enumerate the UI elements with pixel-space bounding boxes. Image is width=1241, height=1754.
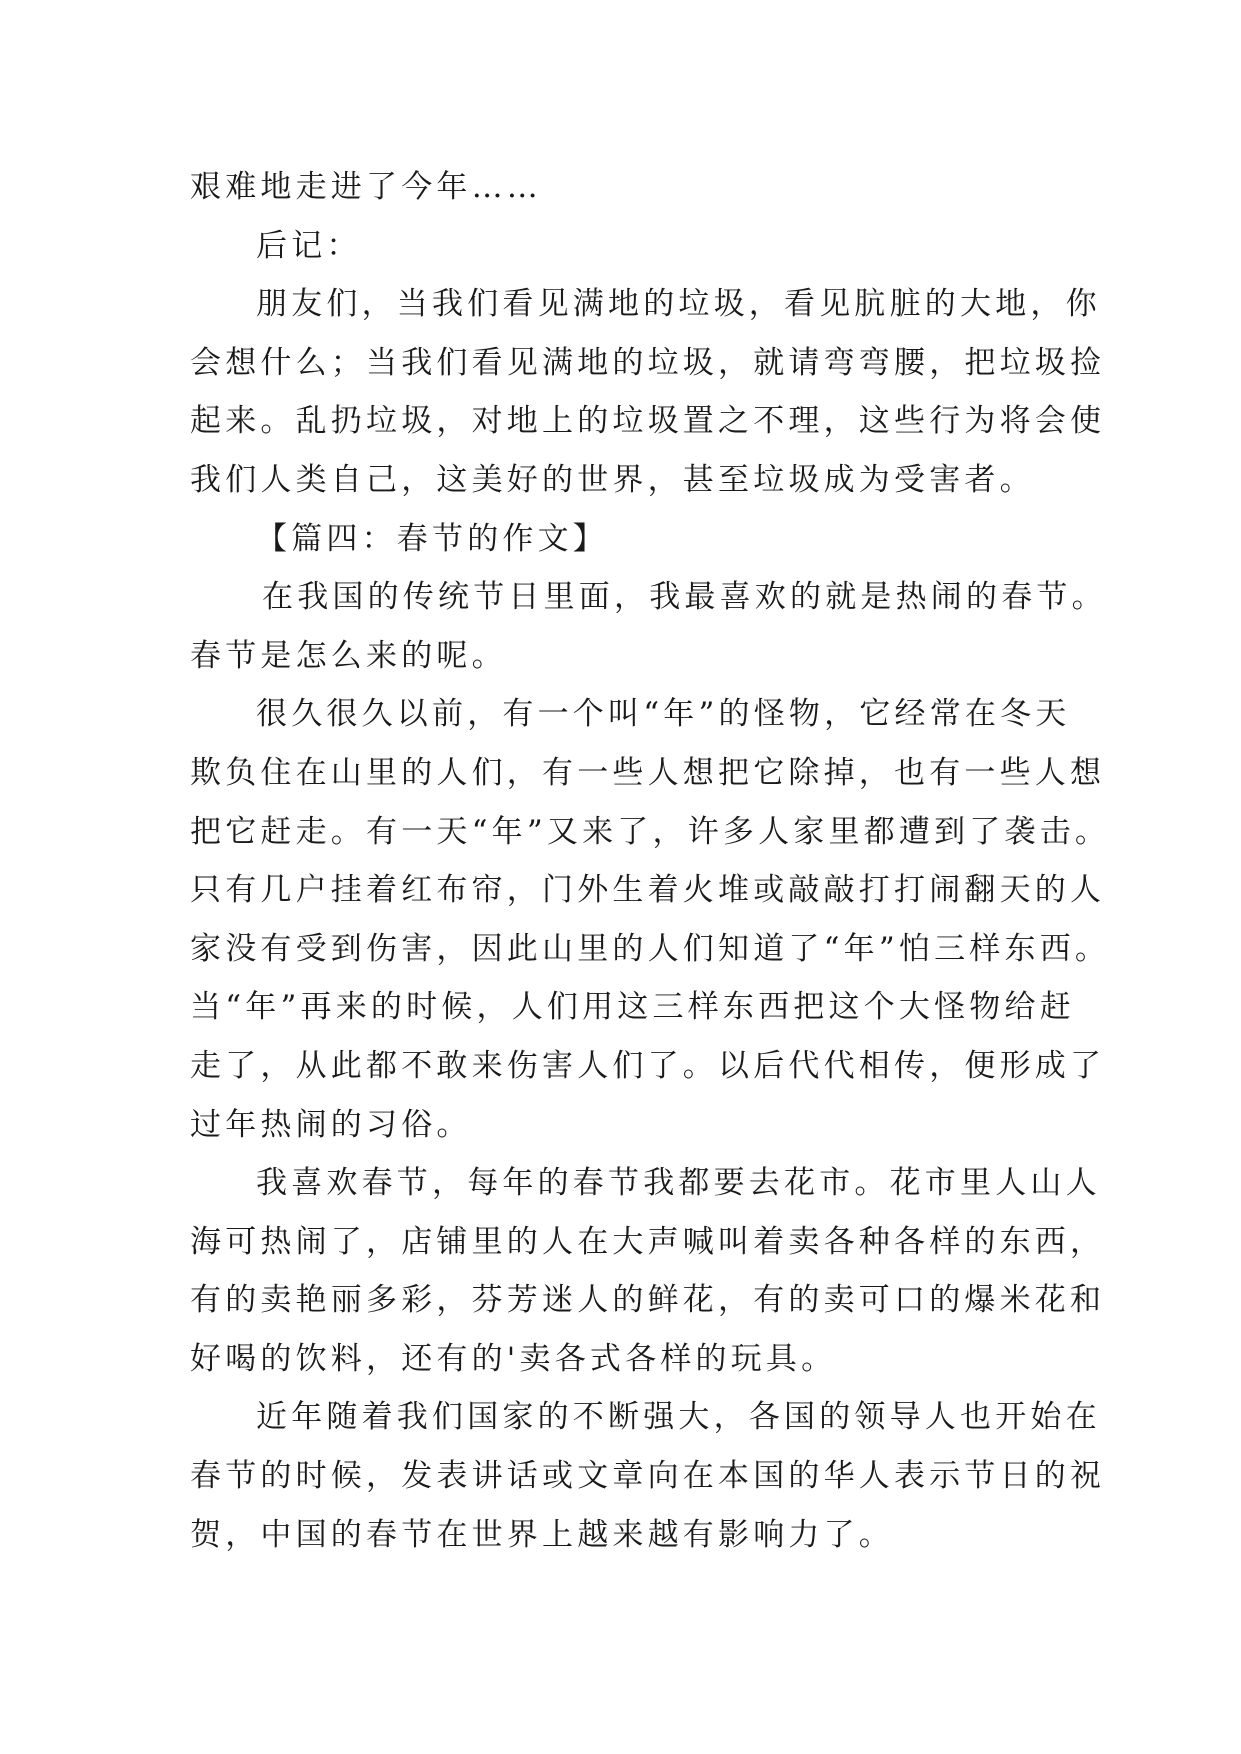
line-text: 后记： xyxy=(256,227,362,264)
paragraph xyxy=(190,510,1070,569)
line-text: 我喜欢春节，每年的春节我都要去花市。花市里人山人 xyxy=(256,1165,1101,1202)
line-text: 春节是怎么来的呢。 xyxy=(190,637,507,674)
line-text: 走了，从此都不敢来伤害人们了。以后代代相传，便形成了 xyxy=(190,1047,1106,1084)
text-line xyxy=(190,1037,1106,1096)
line-text: 【篇四：春节的作文】 xyxy=(256,520,608,557)
paragraph xyxy=(190,685,1111,1154)
text-line xyxy=(190,217,1070,276)
text-line xyxy=(190,803,1111,862)
line-text: 起来。乱扔垃圾，对地上的垃圾置之不理，这些行为将会使 xyxy=(190,403,1106,440)
text-line xyxy=(190,568,1107,627)
text-line xyxy=(190,334,1106,393)
text-line xyxy=(190,978,1075,1037)
text-line xyxy=(190,1330,1070,1389)
text-line xyxy=(190,1388,1101,1447)
paragraph xyxy=(190,275,1106,509)
line-text: 朋友们，当我们看见满地的垃圾，看见肮脏的大地，你 xyxy=(256,286,1101,323)
text-line xyxy=(190,1096,1070,1155)
line-text: 在我国的传统节日里面，我最喜欢的就是热闹的春节。 xyxy=(262,579,1107,616)
text-line xyxy=(190,1154,1101,1213)
paragraph xyxy=(190,568,1107,685)
line-text: 贺，中国的春节在世界上越来越有影响力了。 xyxy=(190,1516,894,1553)
text-line xyxy=(190,861,1106,920)
line-text: 会想什么；当我们看见满地的垃圾，就请弯弯腰，把垃圾捡 xyxy=(190,344,1106,381)
text-line xyxy=(190,1213,1106,1272)
text-line xyxy=(190,920,1111,979)
line-text: 艰难地走进了今年…… xyxy=(190,169,542,205)
text-line xyxy=(190,510,1070,569)
text-line xyxy=(190,1447,1106,1506)
text-line xyxy=(190,451,1070,510)
line-text: 很久很久以前，有一个叫“年”的怪物，它经常在冬天 xyxy=(256,696,1071,733)
text-line xyxy=(190,275,1101,334)
paragraph xyxy=(190,1388,1106,1564)
paragraph xyxy=(190,1154,1106,1388)
text-line xyxy=(190,392,1106,451)
line-text: 欺负住在山里的人们，有一些人想把它除掉，也有一些人想 xyxy=(190,754,1106,791)
text-line xyxy=(190,1271,1106,1330)
text-line xyxy=(190,627,1070,686)
line-text: 有的卖艳丽多彩，芬芳迷人的鲜花，有的卖可口的爆米花和 xyxy=(190,1282,1106,1319)
document-body xyxy=(190,158,1111,1564)
line-text: 只有几户挂着红布帘，门外生着火堆或敲敲打打闹翻天的人 xyxy=(190,872,1106,909)
text-line xyxy=(190,1506,1070,1565)
text-line xyxy=(190,685,1070,744)
line-text: 当“年”再来的时候，人们用这三样东西把这个大怪物给赶 xyxy=(190,989,1075,1026)
paragraph xyxy=(190,158,1070,217)
line-text: 近年随着我们国家的不断强大，各国的领导人也开始在 xyxy=(256,1399,1101,1436)
line-text: 我们人类自己，这美好的世界，甚至垃圾成为受害者。 xyxy=(190,461,1035,498)
text-line xyxy=(190,744,1106,803)
line-text: 过年热闹的习俗。 xyxy=(190,1106,472,1143)
line-text: 好喝的饮料，还有的'卖各式各样的玩具。 xyxy=(190,1340,837,1377)
paragraph xyxy=(190,217,1070,276)
line-text: 春节的时候，发表讲话或文章向在本国的华人表示节日的祝 xyxy=(190,1458,1106,1495)
line-text: 海可热闹了，店铺里的人在大声喊叫着卖各种各样的东西， xyxy=(190,1223,1106,1260)
text-line xyxy=(190,158,1070,217)
line-text: 把它赶走。有一天“年”又来了，许多人家里都遭到了袭击。 xyxy=(190,813,1111,850)
line-text: 家没有受到伤害，因此山里的人们知道了“年”怕三样东西。 xyxy=(190,930,1111,967)
